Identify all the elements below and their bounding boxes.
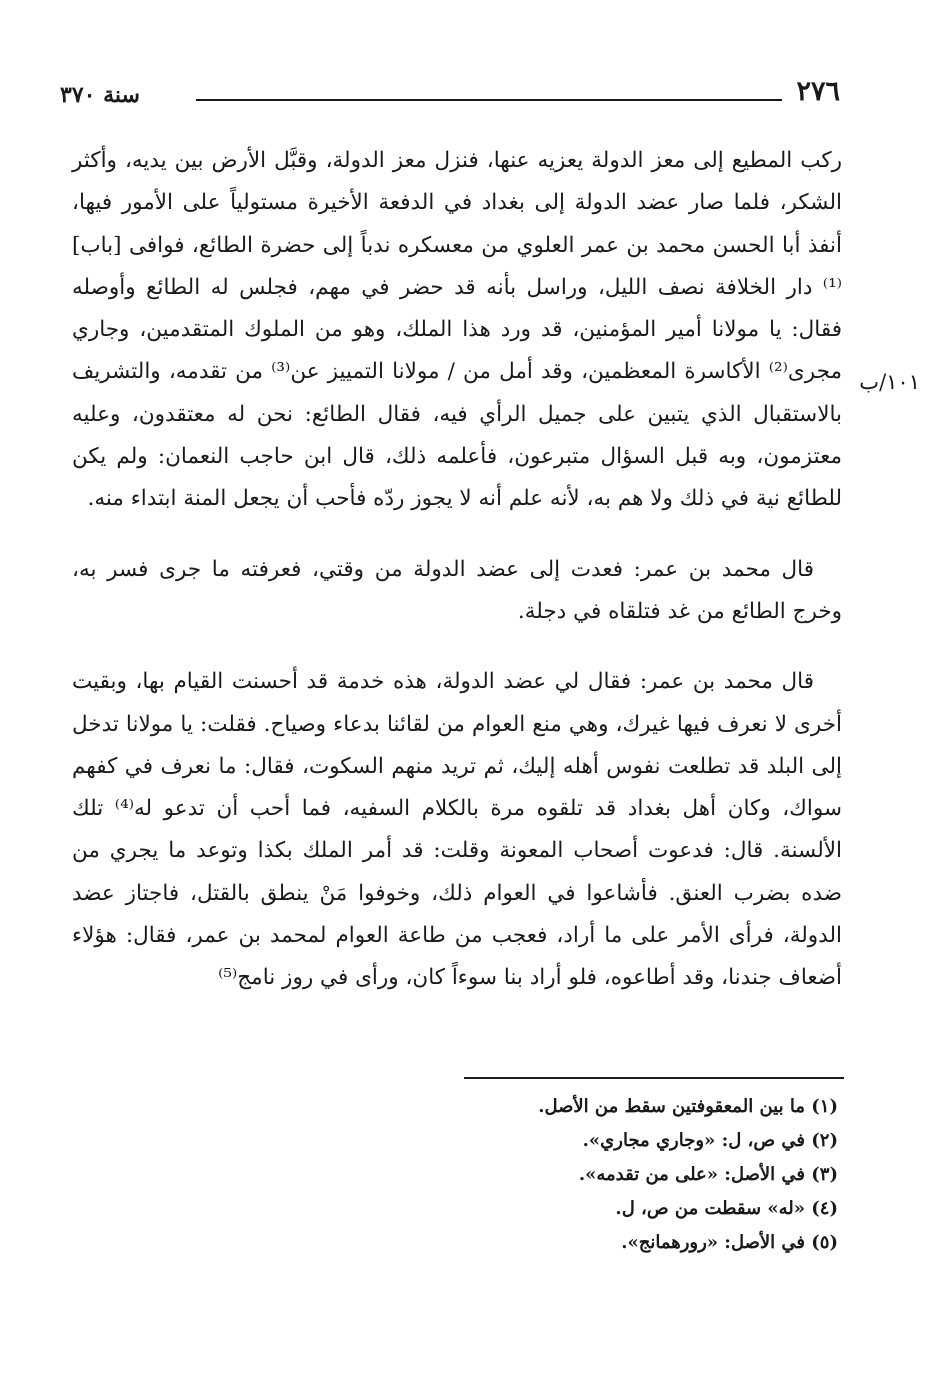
footnote: (٣) في الأصل: «على من تقدمه». [578, 1164, 838, 1185]
text-line: ركب المطيع إلى معز الدولة يعزيه عنها، فنزل معز الدولة، وقبَّل الأرض بين يديه، وأكثر [72, 148, 842, 173]
text-line: له⁽⁴⁾ تلك الألسنة. قال: فدعوت أصحاب المعونة وقلت: قد أمر الملك بكذا وتوعد ما [72, 796, 842, 864]
margin-folio-note: ١٠١/ب [859, 370, 920, 394]
text-line: قال محمد بن عمر: فعدت إلى عضد الدولة من وقتي، فعرفته ما جرى فسر به، [72, 556, 814, 582]
text-line: وجاري مجرى⁽²⁾ الأكاسرة المعظمين، وقد أمل من / مولانا التمييز عن⁽³⁾ من تقدمه، [72, 317, 842, 385]
paragraph-3 [72, 661, 842, 999]
text-line: نعرف في كفهم سواك، وكان أهل بغداد قد تلقوه مرة بالكلام السفيه، فما أحب أن تدعو [72, 753, 842, 822]
footnote: (٤) «له» سقطت من ص، ل. [615, 1198, 838, 1219]
text-line: النعمان: ولم يكن للطائع نية في ذلك ولا هم به، لأنه علم أنه لا يجوز ردّه فأحب أن [72, 444, 842, 512]
paragraph-2 [72, 549, 842, 634]
footnote: (٢) في ص، ل: «وجاري مجاري». [582, 1130, 838, 1151]
body-text [72, 140, 920, 1000]
text-line: أنفذ أبا الحسن محمد بن عمر العلوي من معسكره ندباً إلى حضرة الطائع، فوافى [128, 232, 842, 258]
text-line: قال محمد بن عمر: فقال لي عضد الدولة، هذه خدمة قد أحسنت القيام بها، [135, 669, 814, 695]
header-rule [196, 99, 782, 101]
text-line: [باب]⁽¹⁾ دار الخلافة نصف الليل، وراسل بأنه قد حضر في مهم، فجلس له الطائع [72, 232, 842, 300]
running-title: سنة ٣٧٠ [60, 82, 140, 108]
text-line: والتشريف بالاستقبال الذي يتبين على جميل الرأي فيه، فقال الطائع: نحن له [72, 359, 842, 427]
text-line: الشكر، فلما صار عضد الدولة إلى بغداد في الدفعة الأخيرة مستولياً على الأمور فيها، [72, 190, 842, 216]
text-line: يجعل المنة ابتداء منه. [87, 486, 280, 512]
running-header [60, 74, 840, 114]
text-line: فقال: هؤلاء أضعاف جندنا، وقد أطاعوه، فلو أراد بنا سوءاً كان، ورأى في روز نامج⁽⁵⁾ [72, 923, 842, 991]
text-line: وبقيت أخرى لا نعرف فيها غيرك، وهي منع العوام من لقائنا بدعاء وصياح. فقلت: يا [72, 669, 842, 737]
page-number: ٢٧٦ [796, 76, 840, 107]
footnote: (١) ما بين المعقوفتين سقط من الأصل. [538, 1096, 838, 1117]
footnote-rule [464, 1077, 844, 1079]
paragraph-1 [72, 140, 842, 521]
text-line: يجري من ضده بضرب العنق. فأشاعوا في العوام ذلك، وخوفوا مَنْ ينطق بالقتل، [72, 838, 842, 906]
footnote: (٥) في الأصل: «رورهمانج». [621, 1232, 838, 1253]
footnotes [138, 1090, 838, 1260]
text-line: وخرج الطائع من غد فتلقاه في دجلة. [517, 598, 842, 624]
text-line: فاجتاز عضد الدولة، فرأى الأمر على ما أراد، فعجب من طاعة العوام لمحمد بن عمر، [72, 880, 842, 949]
text-line: معتقدون، وعليه معتزمون، وبه قبل السؤال متبرعون، فأعلمه ذلك، قال ابن حاجب [72, 401, 842, 470]
text-line: مولانا تدخل إلى البلد قد تطلعت نفوس أهله إليك، ثم تريد منهم السكوت، فقال: ما [72, 711, 843, 779]
text-line: وأوصله فقال: يا مولانا أمير المؤمنين، قد ورد هذا الملك، وهو من الملوك المتقدمين، [72, 274, 842, 343]
